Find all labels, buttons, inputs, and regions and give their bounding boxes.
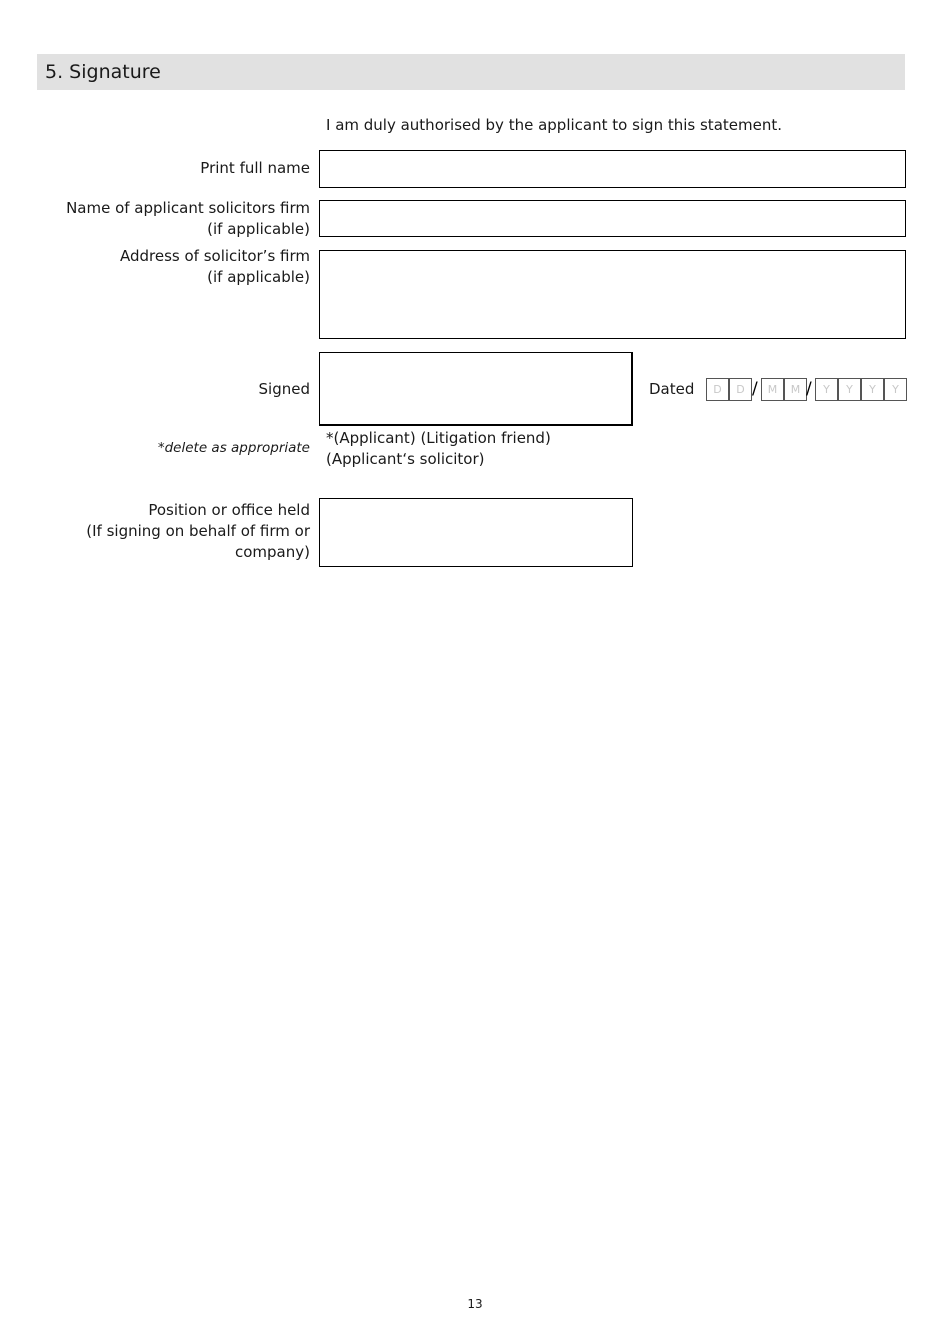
dated-label: Dated	[649, 380, 695, 398]
firm-address-label-line1: Address of solicitor’s firm	[119, 247, 310, 265]
firm-address-label	[120, 246, 310, 288]
date-year-1[interactable]: Y	[815, 378, 838, 401]
position-label	[86, 500, 310, 563]
solicitors-firm-label	[66, 198, 310, 240]
solicitors-firm-input[interactable]	[319, 200, 906, 237]
capacity-line-2: (Applicant‘s solicitor)	[326, 450, 485, 468]
delete-note: *delete as appropriate	[157, 440, 310, 456]
date-month-1[interactable]: M	[761, 378, 784, 401]
position-label-line3: company)	[235, 543, 310, 561]
solicitors-firm-label-line1: Name of applicant solicitors firm	[66, 199, 310, 217]
date-month-2[interactable]: M	[784, 378, 807, 401]
print-full-name-input[interactable]	[319, 150, 906, 188]
position-label-line2: (If signing on behalf of firm or	[86, 522, 310, 540]
signature-box[interactable]	[319, 352, 633, 426]
position-label-line1: Position or office held	[148, 501, 310, 519]
date-separator-2: /	[806, 379, 812, 399]
signed-label: Signed	[258, 380, 310, 398]
date-year-4[interactable]: Y	[884, 378, 907, 401]
position-textarea[interactable]	[319, 498, 633, 567]
capacity-line-1: *(Applicant) (Litigation friend)	[326, 429, 551, 447]
date-year-2[interactable]: Y	[838, 378, 861, 401]
print-full-name-label: Print full name	[200, 159, 310, 177]
firm-address-label-line2: (if applicable)	[207, 268, 310, 286]
solicitors-firm-label-line2: (if applicable)	[207, 220, 310, 238]
date-separator-1: /	[752, 379, 758, 399]
date-day-2[interactable]: D	[729, 378, 752, 401]
firm-address-textarea[interactable]	[319, 250, 906, 339]
section-header	[37, 54, 905, 90]
authorisation-statement: I am duly authorised by the applicant to sign this statement.	[326, 116, 782, 134]
date-year-3[interactable]: Y	[861, 378, 884, 401]
date-day-1[interactable]: D	[706, 378, 729, 401]
section-title: 5. Signature	[45, 61, 161, 83]
page-number: 13	[467, 1297, 483, 1311]
